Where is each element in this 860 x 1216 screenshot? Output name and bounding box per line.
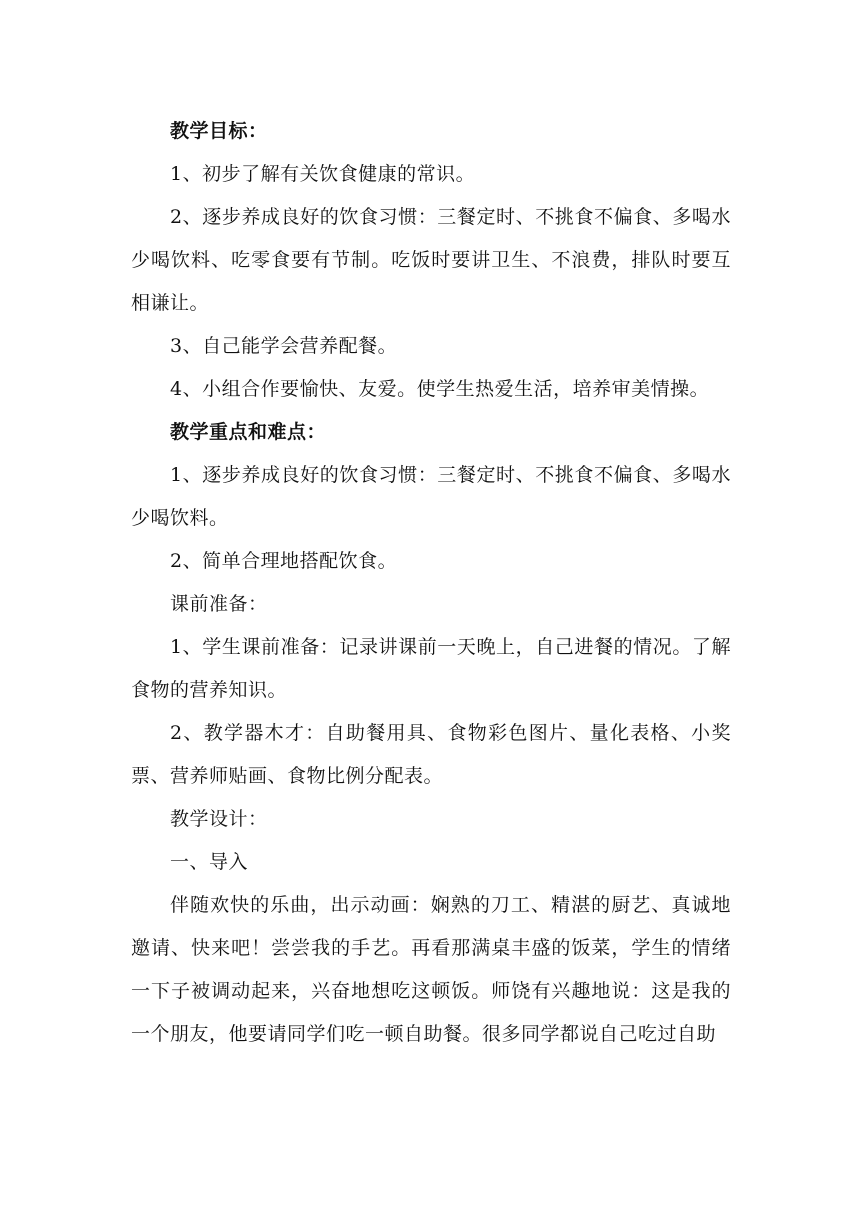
introduction-paragraph: 伴随欢快的乐曲，出示动画：娴熟的刀工、精湛的厨艺、真诚地邀请、快来吧！尝尝我的手艺。再看那满桌丰盛的饭菜，学生的情绪一下子被调动起来，兴奋地想吃这顿饭。师饶有兴趣地说：这是我的一个朋友，他要请同学们吃一顿自助餐。很多同学都说自己吃过自助 <box>131 894 731 1045</box>
preparation-item-2: 2、教学器木才：自助餐用具、食物彩色图片、量化表格、小奖票、营养师贴画、食物比例分配表。 <box>131 722 731 787</box>
section-introduction-title: 一、导入 <box>170 851 249 873</box>
goal-item-4: 4、小组合作要愉快、友爱。使学生热爱生活，培养审美情操。 <box>170 378 710 400</box>
key-point-item-1: 1、逐步养成良好的饮食习惯：三餐定时、不挑食不偏食、多喝水少喝饮料。 <box>131 464 731 529</box>
goal-item-3: 3、自己能学会营养配餐。 <box>170 335 398 357</box>
heading-teaching-design: 教学设计： <box>170 808 268 830</box>
goal-item-2: 2、逐步养成良好的饮食习惯：三餐定时、不挑食不偏食、多喝水少喝饮料、吃零食要有节制。吃饭时要讲卫生、不浪费，排队时要互相谦让。 <box>131 206 731 314</box>
heading-preparation: 课前准备： <box>170 593 268 615</box>
preparation-item-1: 1、学生课前准备：记录讲课前一天晚上，自己进餐的情况。了解食物的营养知识。 <box>131 636 731 701</box>
goal-item-1: 1、初步了解有关饮食健康的常识。 <box>170 163 476 185</box>
heading-key-points: 教学重点和难点： <box>170 421 327 443</box>
key-point-item-2: 2、简单合理地搭配饮食。 <box>170 550 398 572</box>
heading-teaching-goals: 教学目标： <box>170 120 268 142</box>
document-body <box>131 110 731 1056</box>
